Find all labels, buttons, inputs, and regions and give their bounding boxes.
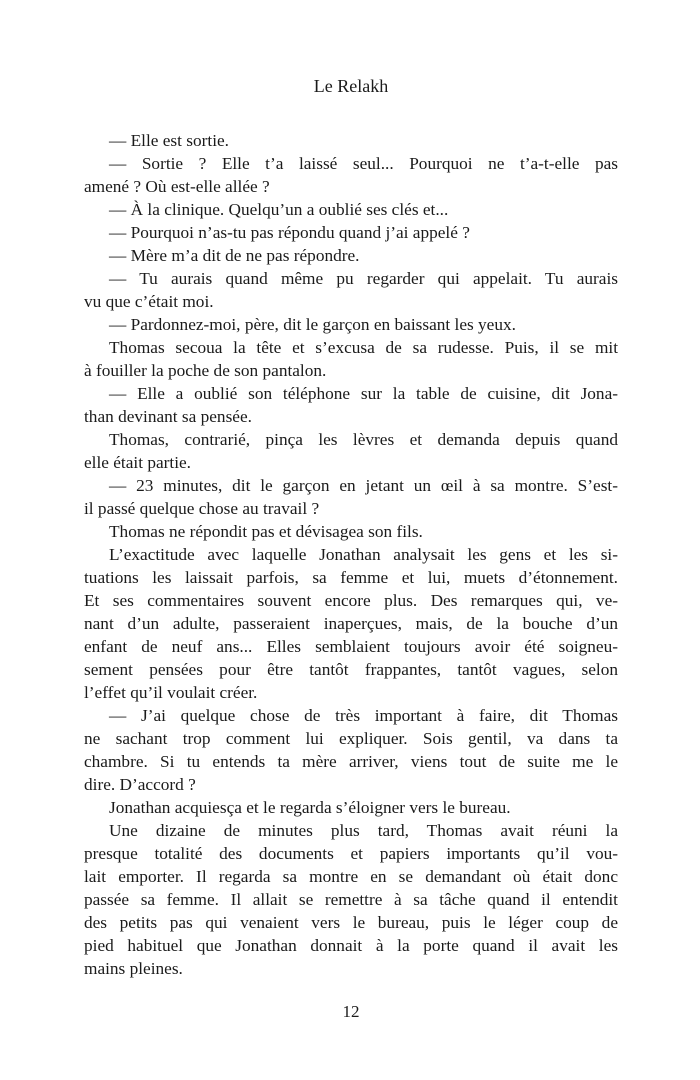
text-line: Jonathan acquiesça et le regarda s’éloigner vers le bureau. xyxy=(109,798,511,817)
text-line: chambre. Si tu entends ta mère arriver, viens tout de suite me le xyxy=(84,752,618,771)
text-line: lait emporter. Il regarda sa montre en se demandant où était donc xyxy=(84,867,618,886)
text-line: Une dizaine de minutes plus tard, Thomas avait réuni la xyxy=(109,821,618,840)
page-number: 12 xyxy=(342,1002,360,1021)
body-text xyxy=(84,129,618,980)
text-line: ne sachant trop comment lui expliquer. Sois gentil, va dans ta xyxy=(84,729,618,748)
text-line: Thomas secoua la tête et s’excusa de sa rudesse. Puis, il se mit xyxy=(109,338,618,357)
text-line: enfant de neuf ans... Elles semblaient toujours avoir été soigneu- xyxy=(84,637,618,656)
text-line: presque totalité des documents et papiers importants qu’il vou- xyxy=(84,844,618,863)
text-line: à fouiller la poche de son pantalon. xyxy=(84,361,327,380)
text-line: des petits pas qui venaient vers le bureau, puis le léger coup de xyxy=(84,913,618,932)
text-line: — Pardonnez-moi, père, dit le garçon en baissant les yeux. xyxy=(109,315,516,334)
text-line: sement pensées pour être tantôt frappantes, tantôt vagues, selon xyxy=(84,660,618,679)
text-line: — Elle a oublié son téléphone sur la table de cuisine, dit Jona- xyxy=(109,384,618,403)
text-line: L’exactitude avec laquelle Jonathan analysait les gens et les si- xyxy=(109,545,618,564)
text-line: Thomas ne répondit pas et dévisagea son fils. xyxy=(109,522,423,541)
text-line: than devinant sa pensée. xyxy=(84,407,252,426)
text-line: dire. D’accord ? xyxy=(84,775,196,794)
text-line: — 23 minutes, dit le garçon en jetant un œil à sa montre. S’est- xyxy=(109,476,618,495)
text-line: — Mère m’a dit de ne pas répondre. xyxy=(109,246,360,265)
text-line: il passé quelque chose au travail ? xyxy=(84,499,320,518)
text-line: vu que c’était moi. xyxy=(84,292,214,311)
text-line: Thomas, contrarié, pinça les lèvres et demanda depuis quand xyxy=(109,430,618,449)
text-line: passée sa femme. Il allait se remettre à sa tâche quand il entendit xyxy=(84,890,618,909)
text-line: elle était partie. xyxy=(84,453,191,472)
text-line: tuations les laissait parfois, sa femme et lui, muets d’étonnement. xyxy=(84,568,618,587)
text-line: nant d’un adulte, passeraient inaperçues, mais, de la bouche d’un xyxy=(84,614,618,633)
text-line: mains pleines. xyxy=(84,959,183,978)
text-line: — J’ai quelque chose de très important à faire, dit Thomas xyxy=(109,706,618,725)
text-line: l’effet qu’il voulait créer. xyxy=(84,683,258,702)
running-title: Le Relakh xyxy=(313,76,389,96)
text-line: — Tu aurais quand même pu regarder qui appelait. Tu aurais xyxy=(109,269,618,288)
text-line: — Pourquoi n’as-tu pas répondu quand j’ai appelé ? xyxy=(109,223,470,242)
text-line: amené ? Où est-elle allée ? xyxy=(84,177,270,196)
text-line: — À la clinique. Quelqu’un a oublié ses clés et... xyxy=(109,200,449,219)
text-line: pied habituel que Jonathan donnait à la porte quand il avait les xyxy=(84,936,618,955)
text-line: — Elle est sortie. xyxy=(109,131,229,150)
text-line: — Sortie ? Elle t’a laissé seul... Pourquoi ne t’a-t-elle pas xyxy=(109,154,618,173)
text-line: Et ses commentaires souvent encore plus. Des remarques qui, ve- xyxy=(84,591,618,610)
